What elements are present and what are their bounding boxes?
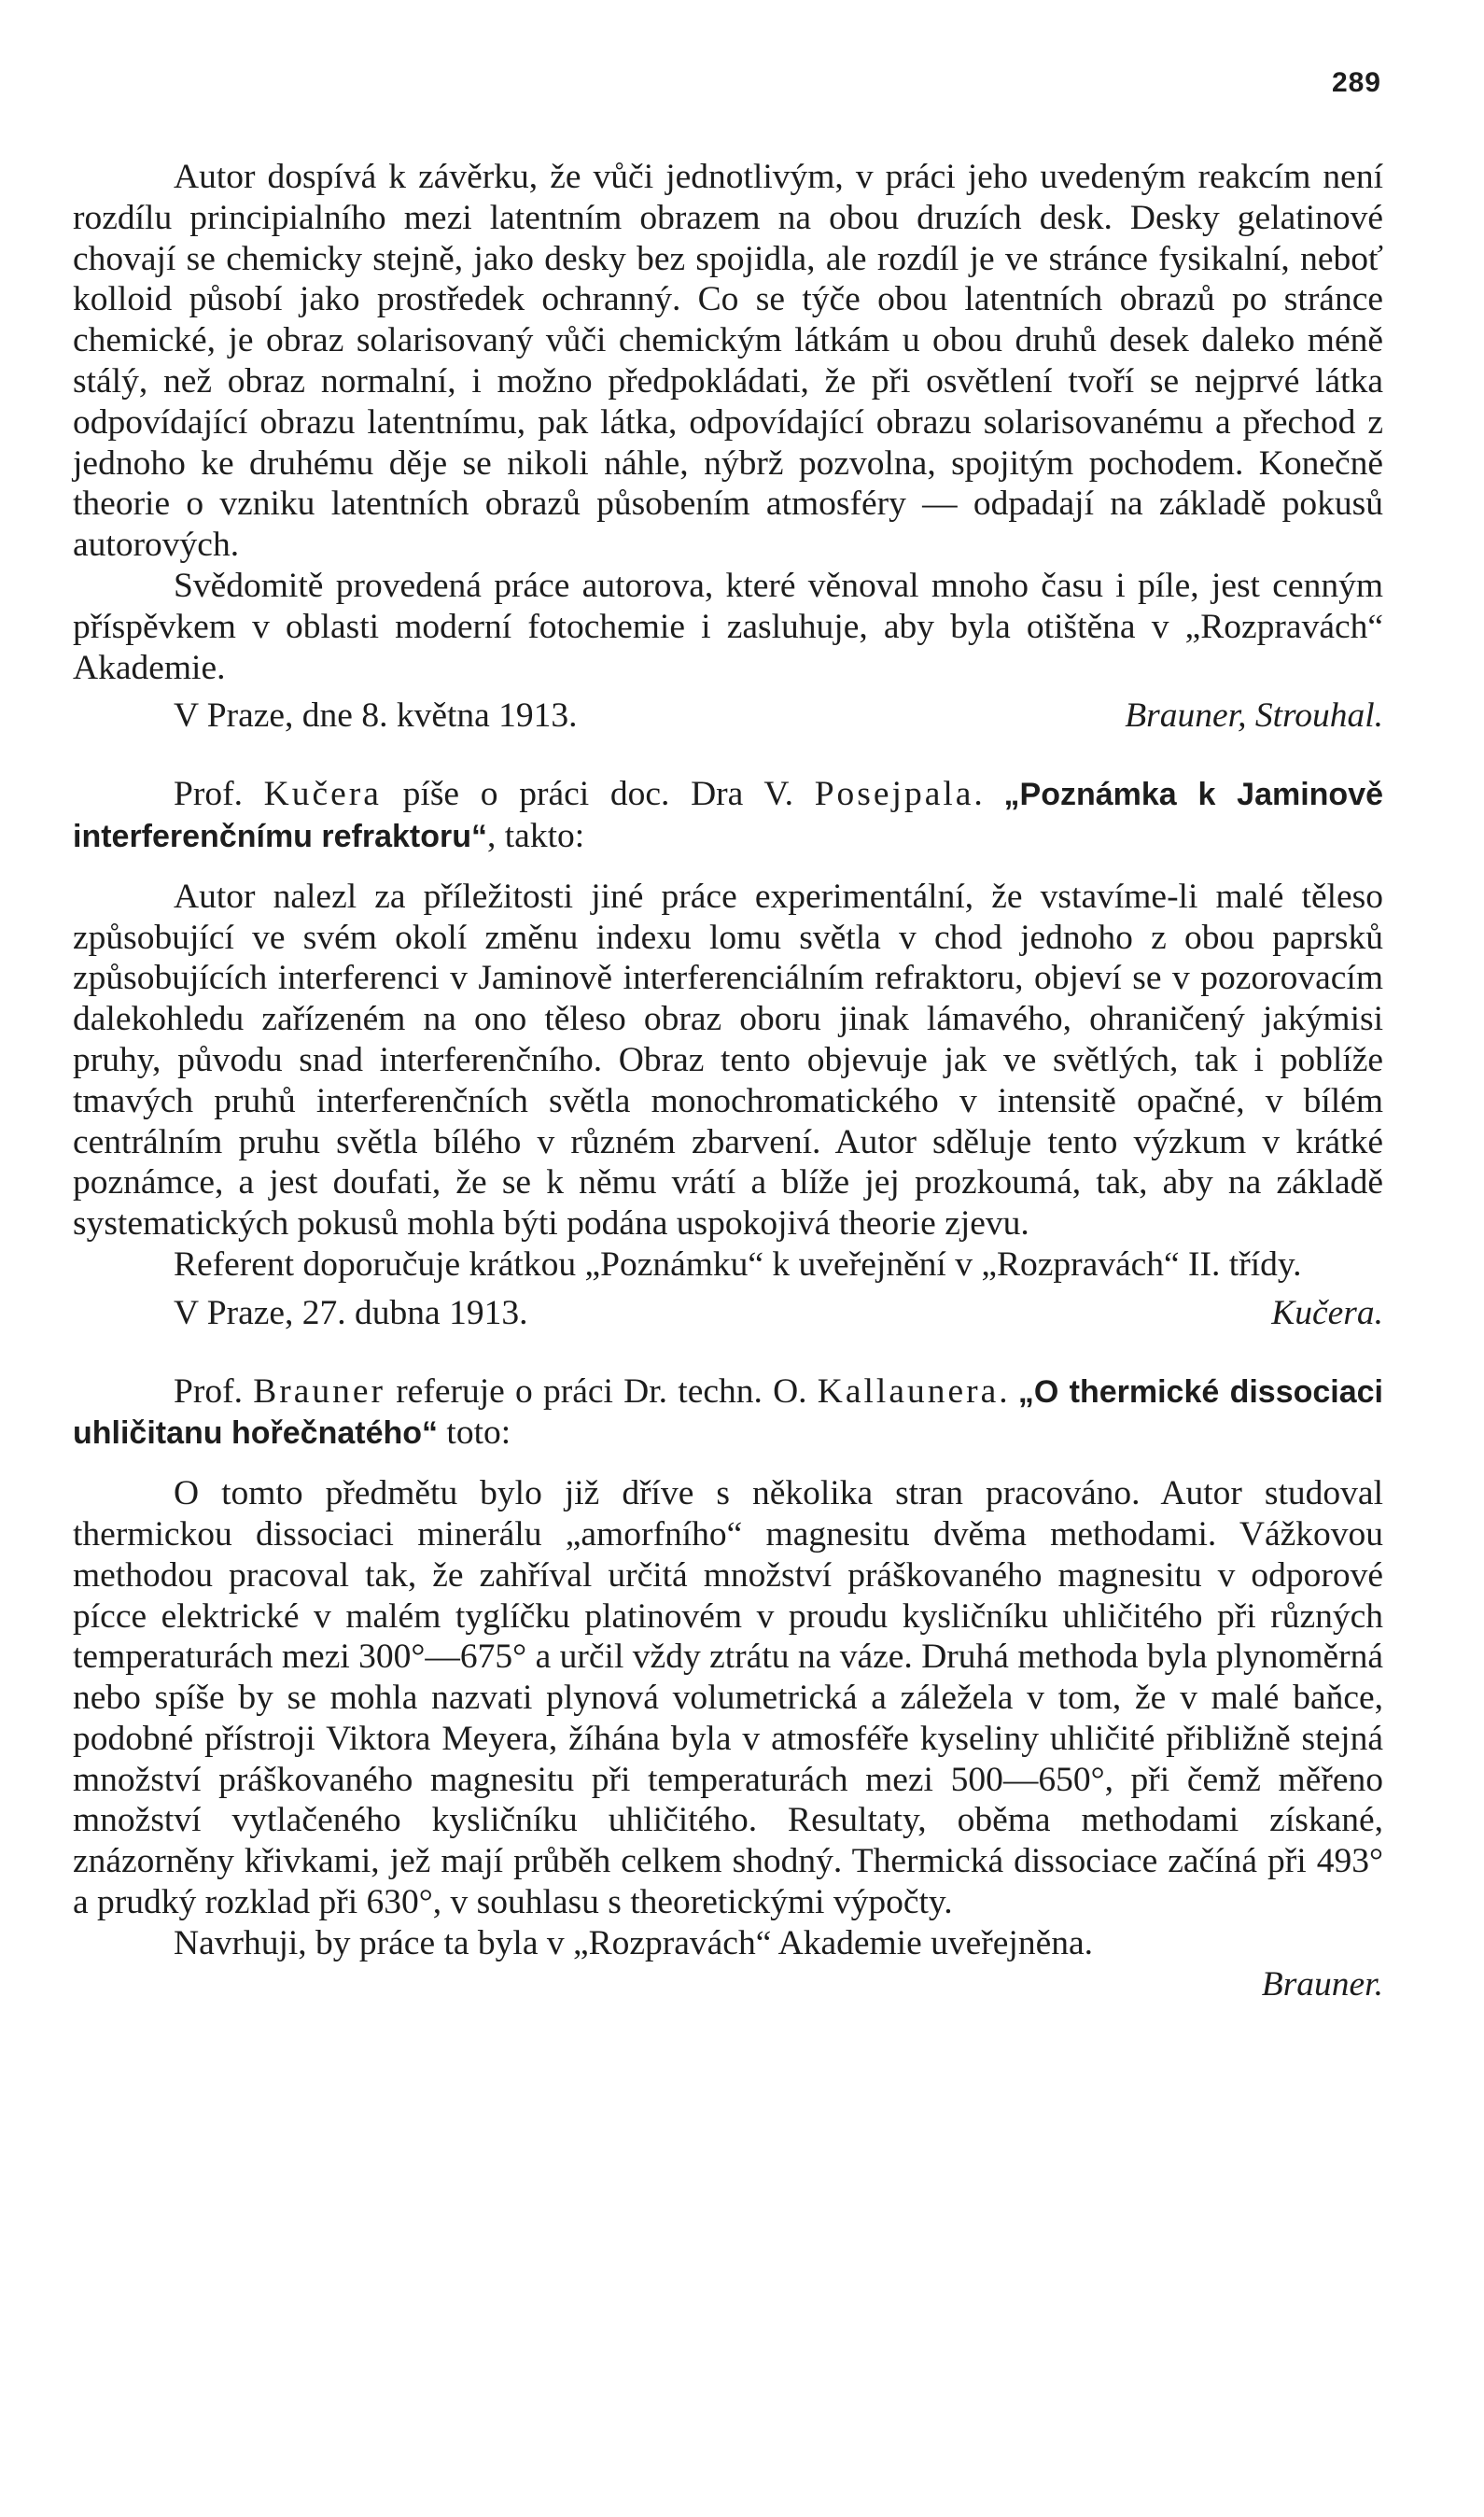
report-brauner-strouhal: [73, 157, 1383, 737]
report-kucera: [73, 774, 1383, 1333]
reviewer-name: Brauner: [253, 1371, 385, 1411]
author-name: Kallaunera: [817, 1371, 1000, 1411]
dateline: [73, 1293, 1383, 1334]
paragraph: Autor dospívá k závěrku, že vůči jednotlivým, v práci jeho uvedeným reakcím není rozdílu principialního mezi latentním obrazem na obou druzích desk. Desky gelatinové chovají se chemicky stejně, jako desky bez spojidla, ale rozdíl je ve stránce fysikalní, neboť kolloid působí jako prostředek ochranný. Co se týče obou latentních obrazů po stránce chemické, je obraz solarisovaný vůči chemickým látkám u obou druhů desek daleko méně stálý, než obraz normalní, i možno předpokládati, že při osvětlení tvoří se nejprvé látka odpovídající obrazu latentnímu, pak látka, odpovídající obrazu solarisovanému a přechod z jednoho ke druhému děje se nikoli náhle, nýbrž pozvolna, spojitým pochodem. Konečně theorie o vzniku latentních obrazů působením atmosféry — odpadají na základě pokusů autorových.: [73, 158, 1383, 565]
heading-text: .: [999, 1371, 1018, 1411]
dateline: [73, 696, 1383, 737]
paragraph: Autor nalezl za příležitosti jiné práce experimentální, že vstavíme-li malé těleso způsobující ve svém okolí změnu indexu lomu světla v chod jednoho z obou paprsků způsobujících interferenci v Jaminově interferenciálním refraktoru, objeví se v pozorovacím dalekohledu zařízeném na ono těleso obraz oboru jinak lámavého, ohraničený jakýmisi pruhy, původu snad interferenčního. Obraz tento objevuje jak ve světlých, tak i poblíže tmavých pruhů interferenčních světla monochromatického v intensitě opačné, v bílém centrálním pruhu světla bílého v různém zbarvení. Autor sděluje tento výzkum v krátké poznámce, a jest doufati, že se k němu vrátí a blíže jej prozkoumá, tak, aby na základě systematických pokusů mohla býti podána uspokojivá theorie zjevu.: [73, 877, 1383, 1244]
heading-text: Prof.: [174, 1371, 254, 1411]
report-heading: [73, 774, 1383, 858]
report-brauner: [73, 1371, 1383, 2005]
page-number: 289: [1331, 67, 1381, 98]
paragraph: O tomto předmětu bylo již dříve s několika stran pracováno. Autor studoval thermickou dissociaci minerálu „amorfního“ magnesitu dvěma methodami. Vážkovou methodou pracoval tak, že zahříval určitá množství práškovaného magnesitu v odporové pícce elektrické v malém tyglíčku platinovém v proudu kysličníku uhličitého při různých temperaturách mezi 300°—675° a určil vždy ztrátu na váze. Druhá methoda byla plynoměrná nebo spíše by se mohla nazvati plynová volumetrická a záležela v tom, že v malé baňce, podobné přístroji Viktora Meyera, žíhána byla v atmosféře kyseliny uhličité přibližně stejná množství práškovaného magnesitu při temperaturách mezi 500—650°, při čemž měřeno množství vytlačeného kysličníku uhličitého. Resultaty, oběma methodami získané, znázorněny křivkami, jež mají průběh celkem shodný. Thermická dissociace začíná při 493° a prudký rozklad při 630°, v souhlasu s theoretickými výpočty.: [73, 1474, 1383, 1922]
date: V Praze, dne 8. května 1913.: [174, 696, 578, 736]
work-title: „O thermické dissociaci uhličitanu hořečnatého“: [73, 1373, 1383, 1452]
author-name: Posejpala: [814, 775, 974, 814]
work-title: „Poznámka k Jaminově interferenčnímu refraktoru“: [73, 777, 1384, 854]
heading-text: Prof.: [174, 775, 264, 814]
heading-text: píše o práci doc. Dra V.: [381, 775, 815, 814]
heading-text: , takto:: [487, 816, 585, 855]
heading-text: toto:: [438, 1413, 511, 1453]
heading-text: referuje o práci Dr. techn. O.: [385, 1371, 818, 1411]
signature: Brauner.: [1261, 1964, 1383, 2004]
paragraph: Navrhuji, by práce ta byla v „Rozpravách“ Akademie uveřejněna.: [174, 1923, 1093, 1962]
report-heading: [73, 1371, 1383, 1455]
date: V Praze, 27. dubna 1913.: [174, 1293, 528, 1332]
paragraph: Svědomitě provedená práce autorova, které věnoval mnoho času i píle, jest cenným příspěvkem v oblasti moderní fotochemie i zasluhuje, aby byla otištěna v „Rozpravách“ Akademie.: [73, 566, 1383, 687]
signature: Brauner, Strouhal.: [1125, 696, 1383, 736]
heading-text: .: [973, 775, 1004, 814]
signature: Kučera.: [1271, 1293, 1383, 1332]
reviewer-name: Kučera: [263, 775, 382, 814]
paragraph: Referent doporučuje krátkou „Poznámku“ k uveřejnění v „Rozpravách“ II. třídy.: [174, 1244, 1302, 1284]
page-body: [73, 157, 1383, 2023]
